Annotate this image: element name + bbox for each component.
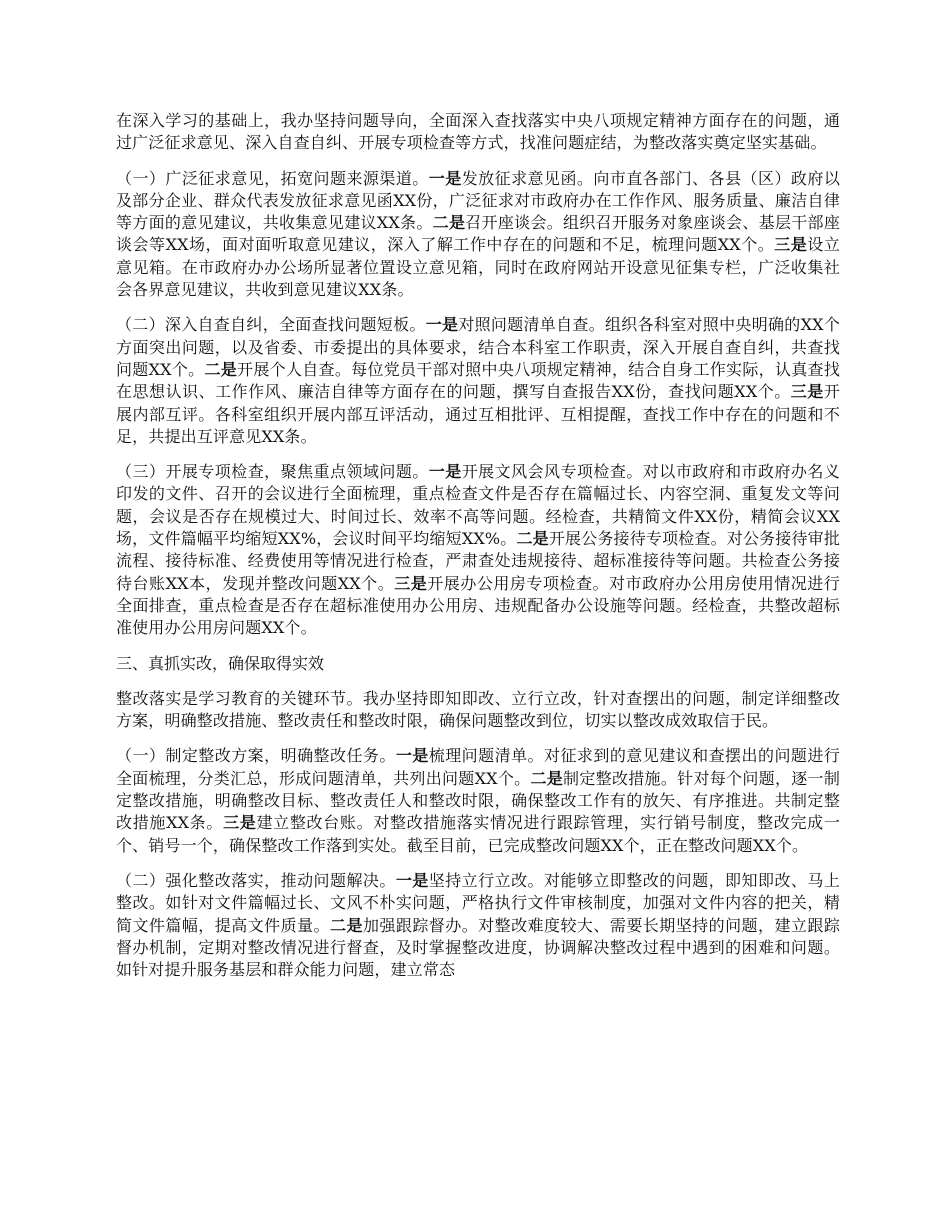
emphasis-label: 二是 <box>330 915 363 935</box>
paragraph-text: （一）广泛征求意见，拓宽问题来源渠道。 <box>116 168 429 188</box>
body-paragraph <box>116 168 840 302</box>
paragraph-text: 坚持立行立改。对能够立即整改的问题，即知即改、马上整改。如针对文件篇幅过长、文风不朴实问题，严格执行文件审核制度，加强对文件内容的把关，精简文件篇幅，提高文件质量。 <box>116 870 840 935</box>
emphasis-label: 二是 <box>432 213 466 233</box>
emphasis-label: 一是 <box>395 746 429 766</box>
emphasis-label: 三是 <box>394 573 428 593</box>
section-heading <box>116 653 840 675</box>
paragraph-text: 开展公务接待专项检查。对公务接待审批流程、接待标准、经费使用等情况进行检查，严肃查处违规接待、超标准接待等问题。共检查公务接待台账XX本，发现并整改问题XX个。 <box>116 529 840 593</box>
emphasis-label: 三是 <box>774 235 808 255</box>
document-body <box>116 110 840 994</box>
paragraph-text: 梳理问题清单。对征求到的意见建议和查摆出的问题进行全面梳理，分类汇总，形成问题清单，共列出问题XX个。 <box>116 746 840 788</box>
paragraph-text: （三）开展专项检查，聚焦重点领域问题。 <box>116 462 429 482</box>
body-paragraph <box>116 745 840 856</box>
paragraph-text: 发放征求意见函。向市直各部门、各县（区）政府以及部分企业、群众代表发放征求意见函XX份，广泛征求对市政府办在工作作风、服务质量、廉洁自律等方面的意见建议，共收集意见建议XX条。 <box>116 168 840 233</box>
paragraph-text: 开展内部互评。各科室组织开展内部互评活动，通过互相批评、互相提醒，查找工作中存在的问题和不足，共提出互评意见XX条。 <box>116 382 840 446</box>
paragraph-text: 在深入学习的基础上，我办坚持问题导向，全面深入查找落实中央八项规定精神方面存在的问题，通过广泛征求意见、深入自查自纠、开展专项检查等方式，找准问题症结，为整改落实奠定坚实基础。 <box>116 111 840 153</box>
paragraph-text: 三、真抓实改，确保取得实效 <box>116 653 325 673</box>
paragraph-text: 开展办公用房专项检查。对市政府办公用房使用情况进行全面排查，重点检查是否存在超标准使用办公用房、违规配备办公设施等问题。经检查，共整改超标准使用办公用房问题XX个。 <box>116 573 840 638</box>
emphasis-label: 二是 <box>530 768 564 788</box>
paragraph-text: （二）深入自查自纠，全面查找问题短板。 <box>116 315 426 335</box>
body-paragraph <box>116 461 840 639</box>
paragraph-text: 制定整改措施。针对每个问题，逐一制定整改措施，明确整改目标、整改责任人和整改时限，确保整改工作有的放矢、有序推进。共制定整改措施XX条。 <box>116 768 840 833</box>
emphasis-label: 一是 <box>395 870 429 890</box>
paragraph-text: （一）制定整改方案，明确整改任务。 <box>116 746 396 766</box>
paragraph-text: 开展文风会风专项检查。对以市政府和市政府办名义印发的文件、召开的会议进行全面梳理，重点检查文件是否存在篇幅过长、内容空洞、重复发文等问题，会议是否存在规模过大、时间过长、效率不高等问题。经检查，共精简文件XX份，精简会议XX场，文件篇幅平均缩短XX%，会议时间平均缩短XX%。 <box>116 462 840 549</box>
emphasis-label: 三是 <box>790 382 824 402</box>
body-paragraph <box>116 870 840 981</box>
emphasis-label: 一是 <box>425 315 459 335</box>
body-paragraph <box>116 314 840 448</box>
paragraph-text: 建立整改台账。对整改措施落实情况进行跟踪管理，实行销号制度，整改完成一个、销号一个，确保整改工作落到实处。截至目前，已完成整改问题XX个，正在整改问题XX个。 <box>116 813 840 855</box>
paragraph-text: 开展个人自查。每位党员干部对照中央八项规定精神，结合自身工作实际，认真查找在思想认识、工作作风、廉洁自律等方面存在的问题，撰写自查报告XX份，查找问题XX个。 <box>116 359 840 402</box>
paragraph-text: 召开座谈会。组织召开服务对象座谈会、基层干部座谈会等XX场，面对面听取意见建议，深入了解工作中存在的问题和不足，梳理问题XX个。 <box>116 213 840 255</box>
paragraph-text: （二）强化整改落实，推动问题解决。 <box>116 870 396 890</box>
emphasis-label: 一是 <box>428 168 462 188</box>
body-paragraph <box>116 110 840 155</box>
emphasis-label: 二是 <box>516 529 549 549</box>
emphasis-label: 三是 <box>223 813 257 833</box>
paragraph-text: 整改落实是学习教育的关键环节。我办坚持即知即改、立行立改，针对查摆出的问题，制定详细整改方案，明确整改措施、整改责任和整改时限，确保问题整改到位，切实以整改成效取信于民。 <box>116 688 840 731</box>
paragraph-text: 加强跟踪督办。对整改难度较大、需要长期坚持的问题，建立跟踪督办机制，定期对整改情况进行督查，及时掌握整改进度，协调解决整改过程中遇到的困难和问题。如针对提升服务基层和群众能力问题，建立常态 <box>116 915 840 980</box>
emphasis-label: 一是 <box>428 462 462 482</box>
paragraph-text: 对照问题清单自查。组织各科室对照中央明确的XX个方面突出问题，以及省委、市委提出的具体要求，结合本科室工作职责，深入开展自查自纠，共查找问题XX个。 <box>116 315 840 379</box>
emphasis-label: 二是 <box>204 359 238 379</box>
paragraph-text: 设立意见箱。在市政府办办公场所显著位置设立意见箱，同时在政府网站开设意见征集专栏，广泛收集社会各界意见建议，共收到意见建议XX条。 <box>116 235 840 300</box>
body-paragraph <box>116 688 840 733</box>
